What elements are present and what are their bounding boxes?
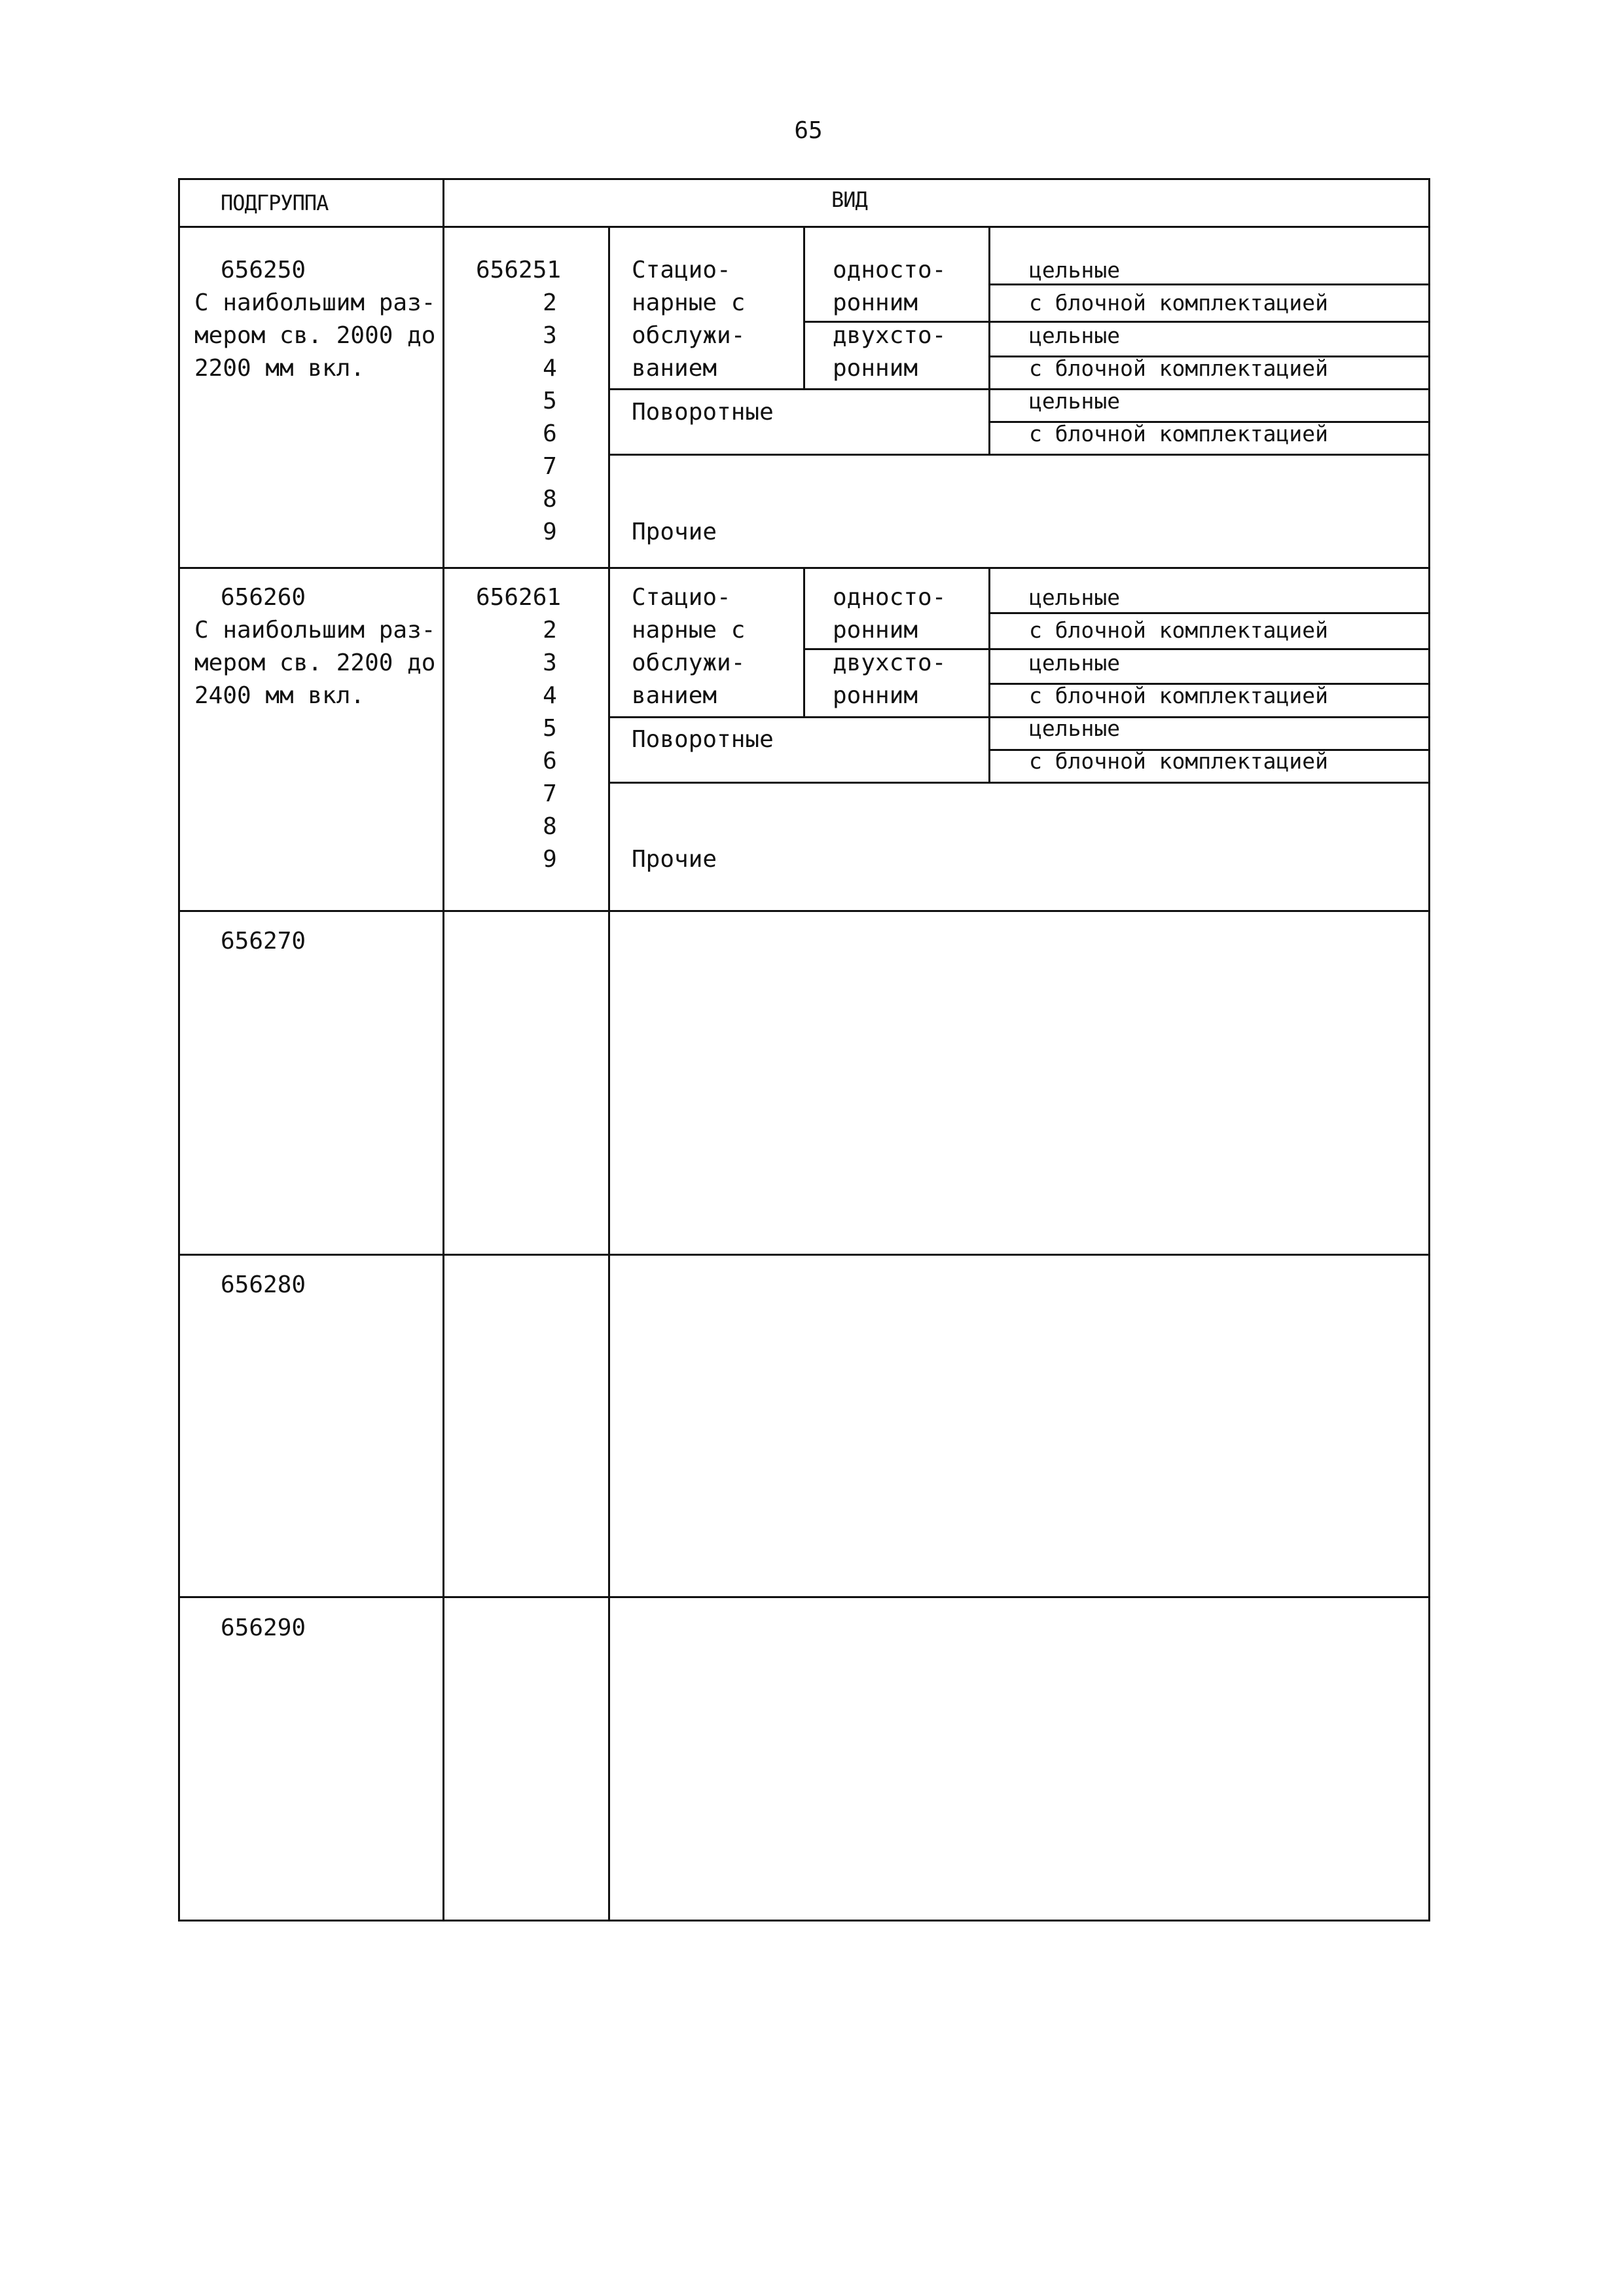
whole-label: цельные — [1029, 257, 1121, 283]
group-desc-line: С наибольшим раз- — [194, 289, 436, 316]
whole-label: цельные — [1029, 323, 1121, 348]
group-desc-line: мером св. 2000 до — [194, 322, 436, 349]
stationary-label: обслужи- — [632, 322, 746, 349]
kind-code: 5 — [543, 715, 557, 742]
block-label: с блочной комплектацией — [1029, 421, 1328, 446]
header-kind: ВИД — [831, 187, 867, 212]
group-desc-line: 2200 мм вкл. — [194, 355, 365, 382]
inner-divider — [608, 388, 1428, 390]
table-left-border — [178, 178, 180, 1920]
group-desc-line: С наибольшим раз- — [194, 617, 436, 644]
group-code: 656250 — [221, 257, 306, 283]
kind-code: 2 — [543, 289, 557, 316]
inner-divider — [803, 567, 805, 716]
kind-code: 4 — [543, 682, 557, 709]
two-side-label: двухсто- — [833, 322, 947, 349]
block-label: с блочной комплектацией — [1029, 748, 1328, 774]
column-divider-2 — [608, 226, 610, 1920]
stationary-label: Стацио- — [632, 584, 731, 611]
one-side-label: односто- — [833, 257, 947, 283]
whole-label: цельные — [1029, 388, 1121, 414]
kind-code: 6 — [543, 748, 557, 774]
kind-code: 8 — [543, 813, 557, 840]
inner-divider — [803, 226, 805, 388]
rotary-label: Поворотные — [632, 399, 774, 426]
table-right-border — [1428, 178, 1430, 1920]
stationary-label: нарные с — [632, 617, 746, 644]
rotary-label: Поворотные — [632, 726, 774, 753]
page-number: 65 — [794, 117, 823, 144]
kind-code: 656261 — [476, 584, 562, 611]
block-label: с блочной комплектацией — [1029, 355, 1328, 381]
kind-code: 2 — [543, 617, 557, 644]
group-code-656270: 656270 — [221, 928, 306, 955]
stationary-label: ванием — [632, 355, 717, 382]
kind-code: 9 — [543, 519, 557, 545]
kind-code: 7 — [543, 780, 557, 807]
stationary-label: ванием — [632, 682, 717, 709]
whole-label: цельные — [1029, 716, 1121, 741]
inner-divider — [988, 226, 990, 454]
one-side-label: ронним — [833, 617, 918, 644]
whole-label: цельные — [1029, 650, 1121, 676]
table-top-border — [178, 178, 1430, 180]
group-code-656290: 656290 — [221, 1614, 306, 1641]
block-label: с блочной комплектацией — [1029, 617, 1328, 643]
column-divider-1 — [442, 178, 444, 1920]
whole-label: цельные — [1029, 585, 1121, 610]
row-divider-4 — [178, 1596, 1430, 1598]
row-divider-2 — [178, 910, 1430, 912]
other-label: Прочие — [632, 846, 717, 873]
header-subgroup: ПОДГРУППА — [221, 191, 329, 215]
inner-divider — [608, 716, 1428, 718]
kind-code: 7 — [543, 453, 557, 480]
kind-code: 4 — [543, 355, 557, 382]
kind-code: 9 — [543, 846, 557, 873]
group-desc-line: 2400 мм вкл. — [194, 682, 365, 709]
one-side-label: односто- — [833, 584, 947, 611]
kind-code: 3 — [543, 322, 557, 349]
one-side-label: ронним — [833, 289, 918, 316]
kind-code: 3 — [543, 649, 557, 676]
other-label: Прочие — [632, 519, 717, 545]
stationary-label: обслужи- — [632, 649, 746, 676]
two-side-label: ронним — [833, 682, 918, 709]
group-desc-line: мером св. 2200 до — [194, 649, 436, 676]
block-label: с блочной комплектацией — [1029, 290, 1328, 316]
inner-divider — [608, 454, 1428, 456]
kind-code: 6 — [543, 420, 557, 447]
two-side-label: двухсто- — [833, 649, 947, 676]
kind-code: 8 — [543, 486, 557, 513]
table-bottom-border — [178, 1920, 1430, 1922]
row-divider-3 — [178, 1254, 1430, 1256]
kind-code: 5 — [543, 388, 557, 414]
two-side-label: ронним — [833, 355, 918, 382]
stationary-label: Стацио- — [632, 257, 731, 283]
group-code: 656260 — [221, 584, 306, 611]
kind-code: 656251 — [476, 257, 562, 283]
inner-divider — [608, 782, 1428, 784]
group-code-656280: 656280 — [221, 1271, 306, 1298]
stationary-label: нарные с — [632, 289, 746, 316]
block-label: с блочной комплектацией — [1029, 683, 1328, 708]
